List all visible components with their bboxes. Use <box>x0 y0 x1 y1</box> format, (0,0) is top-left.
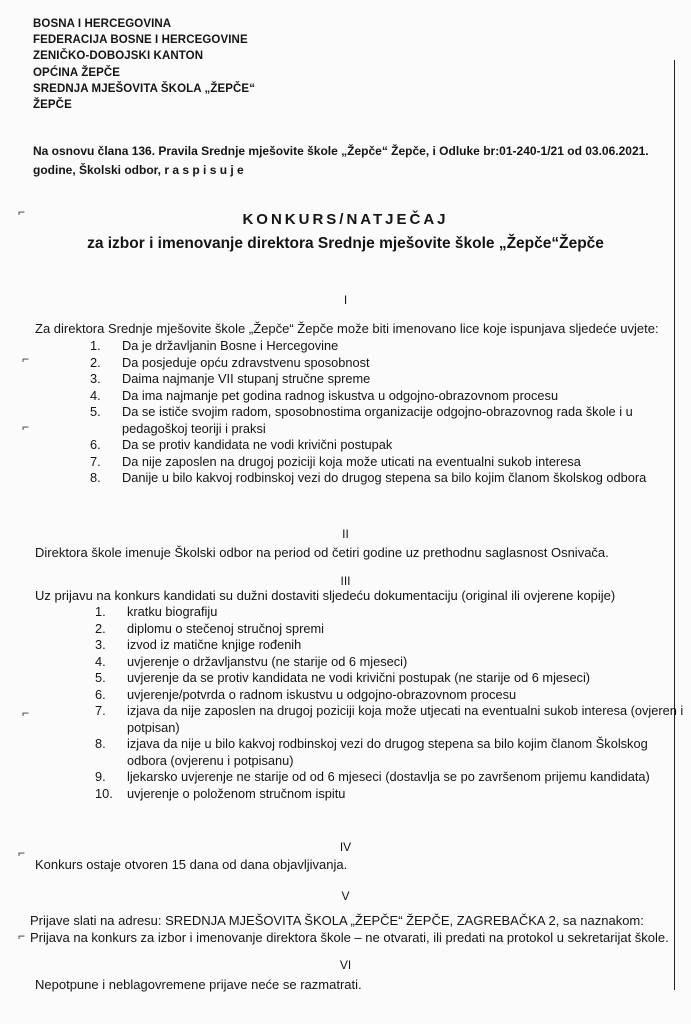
letterhead-line: ZENIČKO-DOBOJSKI KANTON <box>33 50 204 63</box>
section-numeral-5: V <box>341 889 350 903</box>
list-item: 9. ljekarsko uvjerenje ne starije od od 6 mjeseci (dostavlja se po završenom prijemu kandidata) <box>95 769 650 784</box>
intro-paragraph: Na osnovu člana 136. Pravila Srednje mješovite škole „Žepče“ Žepče, i Odluke br:01-240-1/21 od 03.06.2021. godine, Školski odbor, r a s p i s u j e <box>33 144 649 177</box>
margin-mark-icon: ⌐ <box>22 420 30 434</box>
section-1-lead: Za direktora Srednje mješovite škole „Žepče“ Žepče može biti imenovano lice koje ispunjava sljedeće uvjete: <box>35 321 659 336</box>
section-numeral-4: IV <box>339 840 352 854</box>
documents-list <box>95 604 685 802</box>
letterhead-line: FEDERACIJA BOSNE I HERCEGOVINE <box>33 34 248 47</box>
list-item: 6. Da se protiv kandidata ne vodi krivični postupak <box>90 437 393 452</box>
list-item: 3. Daima najmanje VII stupanj stručne spreme <box>90 371 371 386</box>
margin-mark-icon: ⌐ <box>22 706 30 720</box>
list-item: 6. uvjerenje/potvrda o radnom iskustvu u odgojno-obrazovnom procesu <box>95 686 517 702</box>
margin-mark-icon: ⌐ <box>18 929 26 943</box>
section-numeral-2: II <box>342 527 349 541</box>
section-numeral-3: III <box>340 574 351 588</box>
section-numeral-1: I <box>343 293 348 307</box>
letterhead-line: BOSNA I HERCEGOVINA <box>33 18 172 30</box>
section-2-text: Direktora škole imenuje Školski odbor na period od četiri godine uz prethodnu saglasnost Osnivača. <box>35 545 609 560</box>
list-item: 5. uvjerenje da se protiv kandidata ne vodi krivični postupak (ne starije od 6 mjeseci) <box>95 670 591 685</box>
document-title: KONKURS/NATJEČAJ <box>242 211 449 228</box>
list-item: 5. Da se ističe svojim radom, sposobnostima organizacije odgojno-obrazovnog rada škole i u pedagoškoj teoriji i praksi <box>90 404 633 436</box>
section-4-text: Konkurs ostaje otvoren 15 dana od dana objavljivanja. <box>35 857 348 872</box>
list-item: 8. Danije u bilo kakvoj rodbinskoj vezi do drugog stepena sa bilo kojim članom školskog odbora <box>90 470 647 485</box>
letterhead-line: ŽEPČE <box>33 99 72 112</box>
letterhead-line: OPĆINA ŽEPČE <box>33 66 121 79</box>
list-item: 8. izjava da nije u bilo kakvoj rodbinskoj vezi do drugog stepena sa bilo kojim članom Školskog odbora (ovjerenu i potpisanu) <box>95 736 648 768</box>
list-item: 2. Da posjeduje opću zdravstvenu sposobnost <box>90 354 370 370</box>
list-item: 10. uvjerenje o položenom stručnom ispitu <box>95 785 346 801</box>
margin-mark-icon: ⌐ <box>18 846 26 860</box>
list-item: 1. kratku biografiju <box>95 604 218 619</box>
section-6-text: Nepotpune i neblagovremene prijave neće se razmatrati. <box>35 977 362 992</box>
section-3-lead: Uz prijavu na konkurs kandidati su dužni dostaviti sljedeću dokumentaciju (original ili ovjerene kopije) <box>35 588 616 603</box>
list-item: 2. diplomu o stečenoj stručnoj spremi <box>95 620 325 636</box>
list-item: 3. izvod iz matične knjige rođenih <box>95 637 302 652</box>
document-subtitle: za izbor i imenovanje direktora Srednje mješovite škole „Žepče“Žepče <box>87 235 604 252</box>
list-item: 7. Da nije zaposlen na drugoj poziciji koja može uticati na eventualni sukob interesa <box>90 453 581 469</box>
list-item: 4. uvjerenje o državljanstvu (ne starije od 6 mjeseci) <box>95 653 408 669</box>
list-item: 1. Da je državljanin Bosne i Hercegovine <box>90 338 339 353</box>
section-numeral-6: VI <box>339 958 352 972</box>
section-5-text: Prijave slati na adresu: SREDNJA MJEŠOVITA ŠKOLA „ŽEPČE“ ŽEPČE, ZAGREBAČKA 2, sa naznakom: Prijava na konkurs za izbor i imenovanje direktora škole – ne otvarati, ili predati na protokol u sekretarijat škole. <box>30 913 669 945</box>
letterhead <box>33 16 255 113</box>
margin-mark-icon: ⌐ <box>18 205 26 219</box>
list-item: 7. izjava da nije zaposlen na drugoj poziciji koja može utjecati na eventualni sukob interesa (ovjeren i potpisan) <box>95 703 684 735</box>
conditions-list <box>90 338 680 487</box>
letterhead-line: SREDNJA MJEŠOVITA ŠKOLA „ŽEPČE“ <box>33 82 256 95</box>
list-item: 4. Da ima najmanje pet godina radnog iskustva u odgojno-obrazovnom procesu <box>90 387 559 403</box>
margin-mark-icon: ⌐ <box>22 352 30 366</box>
